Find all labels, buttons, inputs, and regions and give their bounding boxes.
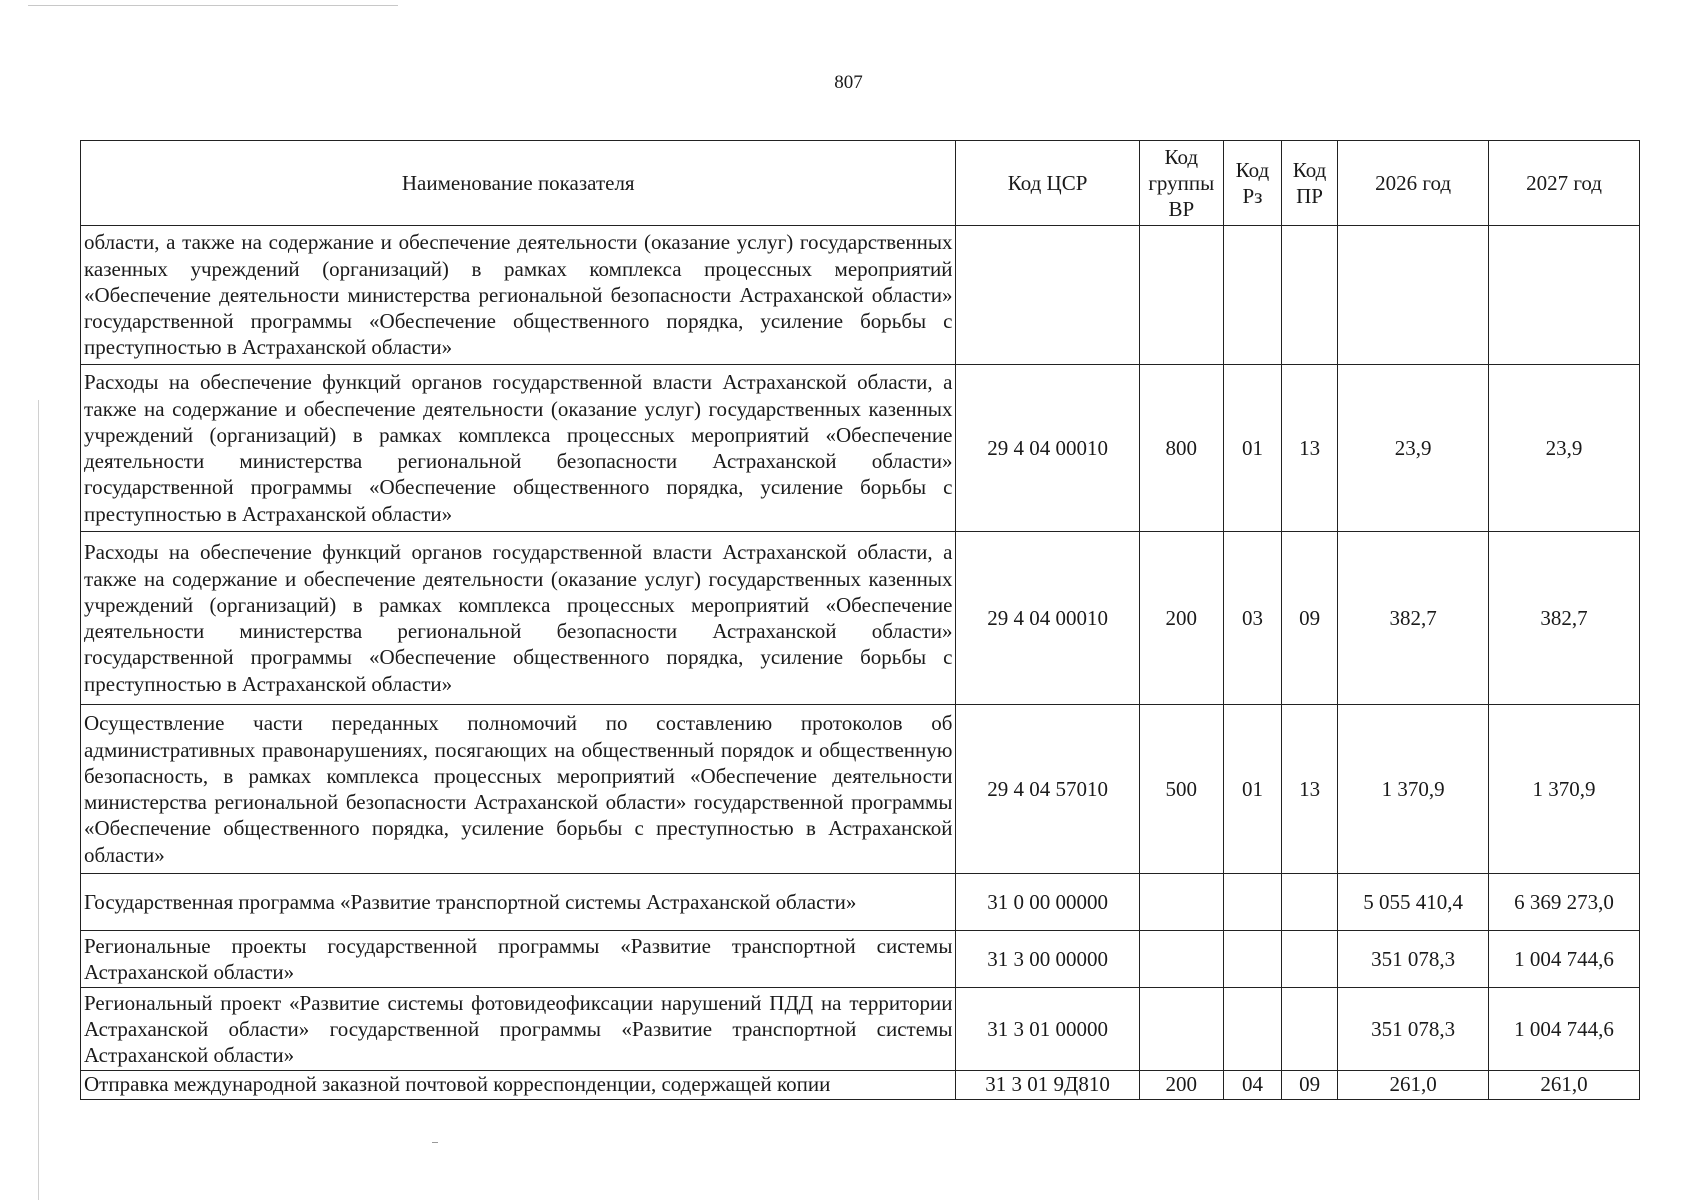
table-row [81, 226, 1640, 365]
table-row [81, 1071, 1640, 1100]
row-name: Осуществление части переданных полномочий по составлению протоколов об административных правонарушениях, посягающих на общественный порядок и общественную безопасность, в рамках комплекса процессных мероприятий «Обеспечение деятельности министерства региональной безопасности Астраханской области» государственной программы «Обеспечение общественного порядка, усиление борьбы с преступностью в Астраханской области» [81, 705, 956, 874]
row-2027: 261,0 [1489, 1071, 1640, 1100]
row-vr [1139, 931, 1223, 988]
header-vr: Код группы ВР [1139, 141, 1223, 226]
row-2026: 382,7 [1338, 532, 1489, 705]
row-name: Государственная программа «Развитие транспортной системы Астраханской области» [81, 874, 956, 931]
header-csr: Код ЦСР [956, 141, 1139, 226]
row-rz [1223, 988, 1281, 1071]
row-rz: 01 [1223, 705, 1281, 874]
row-pr: 13 [1282, 705, 1338, 874]
row-2027: 1 004 744,6 [1489, 988, 1640, 1071]
row-vr: 500 [1139, 705, 1223, 874]
row-2027 [1489, 226, 1640, 365]
row-name: Расходы на обеспечение функций органов государственной власти Астраханской области, а также на содержание и обеспечение деятельности (оказание услуг) государственных казенных учреждений (организаций) в рамках комплекса процессных мероприятий «Обеспечение деятельности министерства региональной безопасности Астраханской области» государственной программы «Обеспечение общественного порядка, усиление борьбы с преступностью в Астраханской области» [81, 532, 956, 705]
row-rz [1223, 931, 1281, 988]
header-2026: 2026 год [1338, 141, 1489, 226]
row-2027: 1 004 744,6 [1489, 931, 1640, 988]
row-2026: 23,9 [1338, 365, 1489, 532]
row-csr: 29 4 04 00010 [956, 532, 1139, 705]
row-pr [1282, 226, 1338, 365]
row-csr [956, 226, 1139, 365]
budget-table [80, 140, 1640, 1100]
row-2027: 1 370,9 [1489, 705, 1640, 874]
page-number: 807 [834, 72, 863, 93]
row-csr: 31 3 00 00000 [956, 931, 1139, 988]
row-2027: 382,7 [1489, 532, 1640, 705]
row-vr: 200 [1139, 532, 1223, 705]
table-row [81, 931, 1640, 988]
table-row [81, 705, 1640, 874]
scan-edge-top [28, 5, 398, 6]
row-name: Расходы на обеспечение функций органов государственной власти Астраханской области, а также на содержание и обеспечение деятельности (оказание услуг) государственных казенных учреждений (организаций) в рамках комплекса процессных мероприятий «Обеспечение деятельности министерства региональной безопасности Астраханской области» государственной программы «Обеспечение общественного порядка, усиление борьбы с преступностью в Астраханской области» [81, 365, 956, 532]
row-vr [1139, 226, 1223, 365]
row-csr: 31 3 01 9Д810 [956, 1071, 1139, 1100]
row-rz [1223, 874, 1281, 931]
row-vr [1139, 988, 1223, 1071]
row-rz: 03 [1223, 532, 1281, 705]
table-row [81, 532, 1640, 705]
row-csr: 29 4 04 57010 [956, 705, 1139, 874]
row-name: Отправка международной заказной почтовой корреспонденции, содержащей копии [81, 1071, 956, 1100]
row-vr [1139, 874, 1223, 931]
table-row [81, 874, 1640, 931]
row-rz: 04 [1223, 1071, 1281, 1100]
row-2027: 23,9 [1489, 365, 1640, 532]
row-pr [1282, 988, 1338, 1071]
row-rz: 01 [1223, 365, 1281, 532]
header-rz: Код Рз [1223, 141, 1281, 226]
row-2026 [1338, 226, 1489, 365]
row-2026: 5 055 410,4 [1338, 874, 1489, 931]
scan-speck [432, 1142, 438, 1143]
row-name: Региональные проекты государственной программы «Развитие транспортной системы Астраханской области» [81, 931, 956, 988]
row-2026: 1 370,9 [1338, 705, 1489, 874]
row-2027: 6 369 273,0 [1489, 874, 1640, 931]
row-pr: 13 [1282, 365, 1338, 532]
table-row [81, 988, 1640, 1071]
row-name: области, а также на содержание и обеспечение деятельности (оказание услуг) государственных казенных учреждений (организаций) в рамках комплекса процессных мероприятий «Обеспечение деятельности министерства региональной безопасности Астраханской области» государственной программы «Обеспечение общественного порядка, усиление борьбы с преступностью в Астраханской области» [81, 226, 956, 365]
row-rz [1223, 226, 1281, 365]
table-header-row [81, 141, 1640, 226]
header-name: Наименование показателя [81, 141, 956, 226]
row-csr: 29 4 04 00010 [956, 365, 1139, 532]
row-pr [1282, 874, 1338, 931]
scan-edge-left [38, 400, 39, 1200]
row-pr: 09 [1282, 1071, 1338, 1100]
table-row [81, 365, 1640, 532]
row-csr: 31 3 01 00000 [956, 988, 1139, 1071]
row-2026: 351 078,3 [1338, 931, 1489, 988]
row-2026: 261,0 [1338, 1071, 1489, 1100]
row-pr [1282, 931, 1338, 988]
row-2026: 351 078,3 [1338, 988, 1489, 1071]
header-2027: 2027 год [1489, 141, 1640, 226]
row-csr: 31 0 00 00000 [956, 874, 1139, 931]
row-name: Региональный проект «Развитие системы фотовидеофиксации нарушений ПДД на территории Астраханской области» государственной программы «Развитие транспортной системы Астраханской области» [81, 988, 956, 1071]
row-pr: 09 [1282, 532, 1338, 705]
row-vr: 800 [1139, 365, 1223, 532]
row-vr: 200 [1139, 1071, 1223, 1100]
header-pr: Код ПР [1282, 141, 1338, 226]
